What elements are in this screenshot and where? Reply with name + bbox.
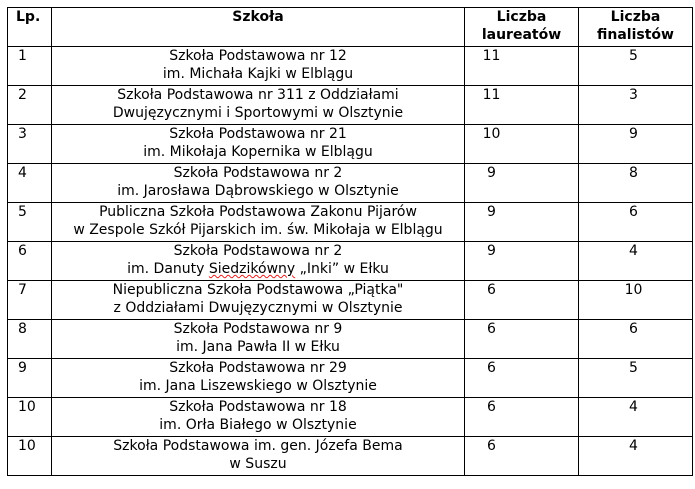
laureates-count xyxy=(465,359,579,398)
row-lp: 7 xyxy=(8,281,52,320)
table-row xyxy=(8,320,693,359)
school-name xyxy=(52,437,465,476)
school-name-line2 xyxy=(54,260,462,278)
finalists-value: 4 xyxy=(629,243,638,259)
school-name xyxy=(52,164,465,203)
school-name-line2: w Suszu xyxy=(229,456,287,472)
finalists-count xyxy=(579,242,693,281)
school-name xyxy=(52,86,465,125)
table-row xyxy=(8,398,693,437)
finalists-count xyxy=(579,86,693,125)
table-row xyxy=(8,164,693,203)
school-name-line1: Szkoła Podstawowa nr 21 xyxy=(169,126,347,142)
header-finalists xyxy=(579,8,693,47)
finalists-value: 4 xyxy=(629,438,638,454)
finalists-count xyxy=(579,164,693,203)
finalists-count xyxy=(579,281,693,320)
school-name-line1: Szkoła Podstawowa nr 29 xyxy=(169,360,347,376)
school-name-line1: Szkoła Podstawowa nr 12 xyxy=(169,48,347,64)
header-school: Szkoła xyxy=(52,8,465,47)
table-row xyxy=(8,281,693,320)
laureates-count xyxy=(465,437,579,476)
school-name-line2: im. Orła Białego w Olsztynie xyxy=(159,417,357,433)
laureates-value: 11 xyxy=(482,87,501,103)
laureates-value: 9 xyxy=(487,243,496,259)
school-name-line1: Szkoła Podstawowa nr 18 xyxy=(169,399,347,415)
row-lp: 4 xyxy=(8,164,52,203)
school-name xyxy=(52,320,465,359)
header-laureates xyxy=(465,8,579,47)
finalists-value: 6 xyxy=(629,204,638,220)
row-lp: 2 xyxy=(8,86,52,125)
school-name xyxy=(52,242,465,281)
finalists-value: 9 xyxy=(629,126,638,142)
school-name-line2: z Oddziałami Dwujęzycznymi w Olsztynie xyxy=(113,300,403,316)
finalists-count xyxy=(579,359,693,398)
school-name xyxy=(52,47,465,86)
finalists-value: 3 xyxy=(629,87,638,103)
finalists-value: 5 xyxy=(629,48,638,64)
finalists-value: 10 xyxy=(624,282,643,298)
finalists-value: 6 xyxy=(629,321,638,337)
finalists-count xyxy=(579,398,693,437)
finalists-count xyxy=(579,437,693,476)
table-row xyxy=(8,86,693,125)
row-lp: 5 xyxy=(8,203,52,242)
laureates-value: 6 xyxy=(487,282,496,298)
school-name-line2: im. Jarosława Dąbrowskiego w Olsztynie xyxy=(117,183,399,199)
laureates-count xyxy=(465,47,579,86)
school-name-line2: im. Jana Pawła II w Ełku xyxy=(176,339,340,355)
laureates-value: 9 xyxy=(487,165,496,181)
header-lp: Lp. xyxy=(8,8,52,47)
laureates-value: 6 xyxy=(487,438,496,454)
school-name-line2: im. Mikołaja Kopernika w Elblągu xyxy=(143,144,373,160)
laureates-count xyxy=(465,164,579,203)
row-lp: 10 xyxy=(8,437,52,476)
school-name-line2: im. Michała Kajki w Elblągu xyxy=(162,66,354,82)
laureates-value: 10 xyxy=(482,126,501,142)
school-name xyxy=(52,281,465,320)
laureates-value: 6 xyxy=(487,321,496,337)
school-name-line1: Szkoła Podstawowa nr 9 xyxy=(173,321,343,337)
spellcheck-underlined-word: Siedzikówny xyxy=(208,261,296,277)
laureates-count xyxy=(465,242,579,281)
school-name xyxy=(52,398,465,437)
laureates-value: 6 xyxy=(487,360,496,376)
row-lp: 9 xyxy=(8,359,52,398)
ranking-table xyxy=(7,7,693,476)
table-row xyxy=(8,47,693,86)
school-name-line2: im. Jana Liszewskiego w Olsztynie xyxy=(139,378,377,394)
school-name-line1: Szkoła Podstawowa im. gen. Józefa Bema xyxy=(113,438,403,454)
header-laureates-line2: laureatów xyxy=(481,27,562,43)
school-name-line2-part1: im. Danuty xyxy=(127,261,209,277)
finalists-value: 5 xyxy=(629,360,638,376)
table-row xyxy=(8,242,693,281)
school-name xyxy=(52,125,465,164)
school-name-line1: Szkoła Podstawowa nr 2 xyxy=(173,243,343,259)
header-finalists-line1: Liczba xyxy=(610,9,661,25)
table-row xyxy=(8,203,693,242)
school-name-line2: Dwujęzycznymi i Sportowymi w Olsztynie xyxy=(112,105,404,121)
finalists-count xyxy=(579,47,693,86)
school-name-line1: Niepubliczna Szkoła Podstawowa „Piątka" xyxy=(112,282,404,298)
laureates-count xyxy=(465,398,579,437)
table-row xyxy=(8,359,693,398)
laureates-count xyxy=(465,86,579,125)
laureates-value: 11 xyxy=(482,48,501,64)
finalists-count xyxy=(579,125,693,164)
row-lp: 8 xyxy=(8,320,52,359)
school-name-line2: w Zespole Szkół Pijarskich im. św. Mikołaja w Elblągu xyxy=(73,222,443,238)
school-name-line1: Szkoła Podstawowa nr 2 xyxy=(173,165,343,181)
row-lp: 6 xyxy=(8,242,52,281)
school-name xyxy=(52,203,465,242)
finalists-count xyxy=(579,320,693,359)
laureates-count xyxy=(465,125,579,164)
laureates-count xyxy=(465,203,579,242)
row-lp: 10 xyxy=(8,398,52,437)
header-row xyxy=(8,8,693,47)
laureates-value: 6 xyxy=(487,399,496,415)
finalists-count xyxy=(579,203,693,242)
laureates-count xyxy=(465,320,579,359)
school-name-line1: Szkoła Podstawowa nr 311 z Oddziałami xyxy=(117,87,399,103)
header-laureates-line1: Liczba xyxy=(496,9,547,25)
table-row xyxy=(8,437,693,476)
row-lp: 1 xyxy=(8,47,52,86)
header-finalists-line2: finalistów xyxy=(597,27,674,43)
finalists-value: 4 xyxy=(629,399,638,415)
school-name xyxy=(52,359,465,398)
finalists-value: 8 xyxy=(629,165,638,181)
laureates-value: 9 xyxy=(487,204,496,220)
school-name-line2-part2: „Inki” w Ełku xyxy=(295,261,389,277)
table-row xyxy=(8,125,693,164)
laureates-count xyxy=(465,281,579,320)
row-lp: 3 xyxy=(8,125,52,164)
school-name-line1: Publiczna Szkoła Podstawowa Zakonu Pijarów xyxy=(99,204,417,220)
